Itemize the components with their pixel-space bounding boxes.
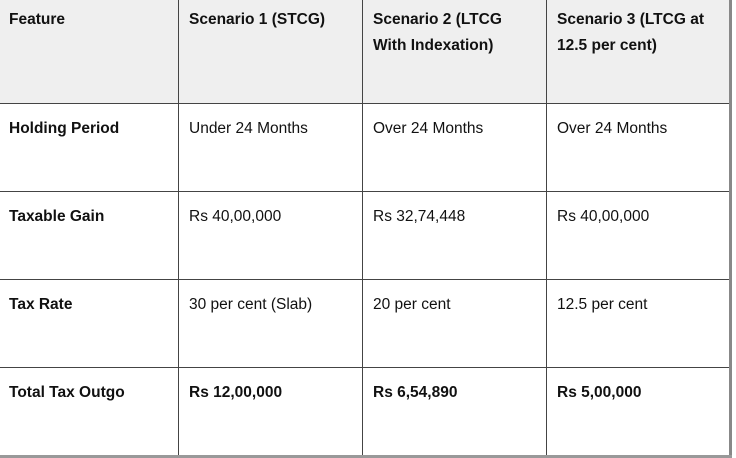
row-label: Total Tax Outgo [0,368,179,457]
cell-scenario-1: Rs 12,00,000 [179,368,363,457]
header-scenario-1: Scenario 1 (STCG) [179,0,363,104]
cell-scenario-2: Rs 32,74,448 [363,192,547,280]
header-scenario-2: Scenario 2 (LTCG With Indexation) [363,0,547,104]
table-row [0,192,731,280]
row-label: Taxable Gain [0,192,179,280]
cell-scenario-3: 12.5 per cent [547,280,731,368]
row-label: Tax Rate [0,280,179,368]
cell-scenario-1: Rs 40,00,000 [179,192,363,280]
cell-scenario-1: 30 per cent (Slab) [179,280,363,368]
cell-scenario-3: Over 24 Months [547,104,731,192]
table-row [0,368,731,457]
cell-scenario-2: Over 24 Months [363,104,547,192]
header-scenario-3: Scenario 3 (LTCG at 12.5 per cent) [547,0,731,104]
header-feature: Feature [0,0,179,104]
cell-scenario-3: Rs 40,00,000 [547,192,731,280]
cell-scenario-1: Under 24 Months [179,104,363,192]
row-label: Holding Period [0,104,179,192]
table-row [0,280,731,368]
cell-scenario-2: Rs 6,54,890 [363,368,547,457]
header-row [0,0,731,104]
table-row [0,104,731,192]
cell-scenario-2: 20 per cent [363,280,547,368]
cell-scenario-3: Rs 5,00,000 [547,368,731,457]
